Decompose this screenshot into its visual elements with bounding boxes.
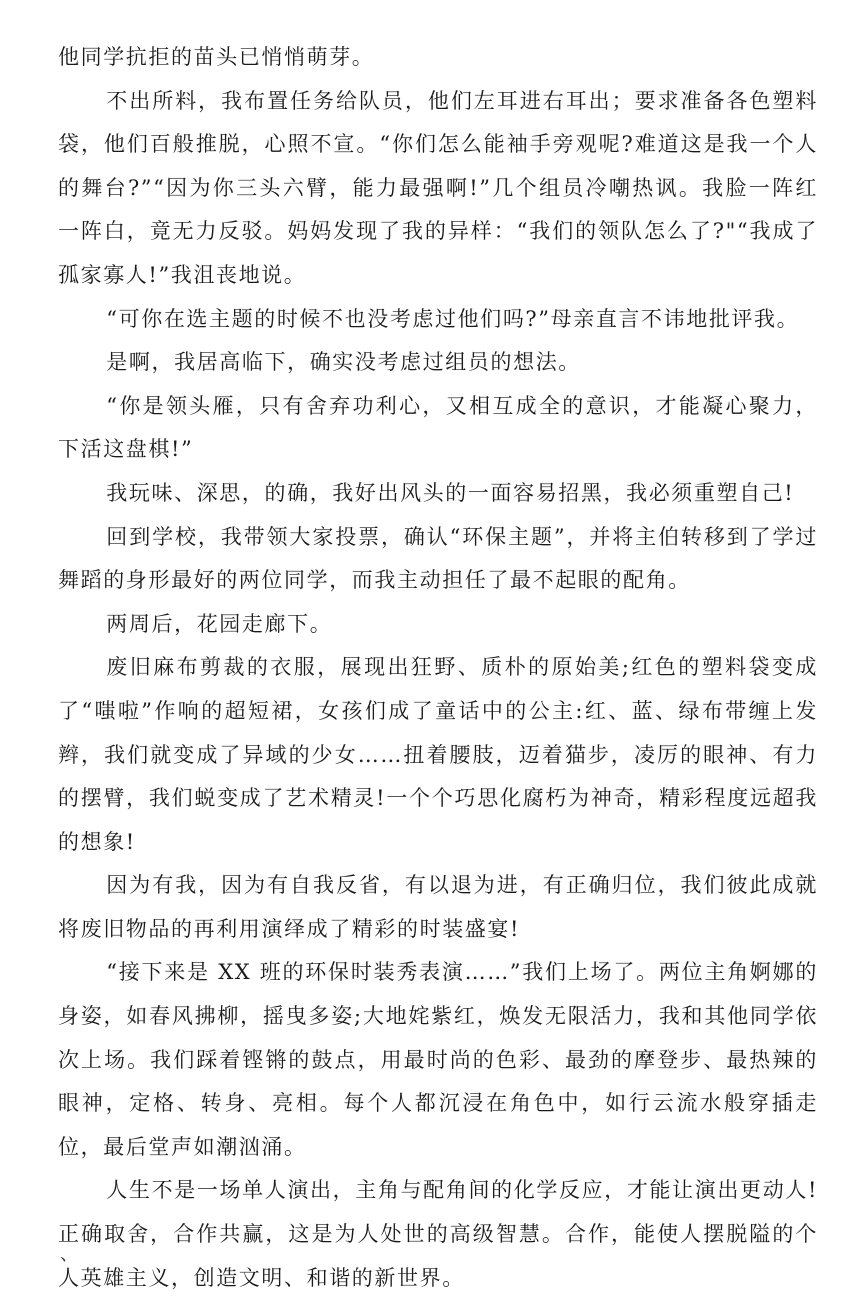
paragraph: 废旧麻布剪裁的衣服，展现出狂野、质朴的原始美;红色的塑料袋变成了“嗤啦”作响的超短裙，女孩们成了童话中的公主:红、蓝、绿布带缠上发辫，我们就变成了异域的少女……扭着腰肢，迈着猫步，凌厉的眼神、有力的摆臂，我们蜕变成了艺术精灵!一个个巧思化腐朽为神奇，精彩程度远超我的想象!: [58, 655, 818, 854]
stray-punctuation-mark: 、: [60, 1244, 78, 1265]
paragraph: “接下来是 XX 班的环保时装秀表演……”我们上场了。两位主角婀娜的身姿，如春风拂柳，摇曳多姿;大地姹紫红，焕发无限活力，我和其他同学依次上场。我们踩着铿锵的鼓点，用最时尚的色彩、最劲的摩登步、最热辣的眼神，定格、转身、亮相。每个人都沉浸在角色中，如行云流水般穿插走位，最后堂声如潮汹涌。: [58, 960, 818, 1159]
paragraph: 两周后，花园走廊下。: [106, 611, 333, 636]
paragraph: “可你在选主题的时候不也没考虑过他们吗?”母亲直言不讳地批评我。: [106, 306, 800, 331]
paragraph: 人生不是一场单人演出，主角与配角间的化学反应，才能让演出更动人!正确取舍，合作共赢，这是为人处世的高级智慧。合作，能使人摆脱隘的个人英雄主义，创造文明、和谐的新世界。: [58, 1178, 818, 1290]
paragraph: “你是领头雁，只有舍弃功利心，又相互成全的意识，才能凝心聚力，下活这盘棋!”: [58, 393, 818, 462]
paragraph: 我玩味、深思，的确，我好出风头的一面容易招黑，我必须重塑自己!: [106, 480, 795, 505]
paragraph-continuation: 他同学抗拒的苗头已悄悄萌芽。: [58, 45, 375, 69]
paragraph: 是啊，我居高临下，确实没考虑过组员的想法。: [106, 350, 581, 375]
essay-body: [58, 36, 818, 1300]
paragraph: 因为有我，因为有自我反省，有以退为进，有正确归位，我们彼此成就将废旧物品的再利用演绎成了精彩的时装盛宴!: [58, 873, 818, 941]
paragraph: 回到学校，我带领大家投票，确认“环保主题”，并将主伯转移到了学过舞蹈的身形最好的两位同学，而我主动担任了最不起眼的配角。: [58, 524, 818, 593]
paragraph: 不出所料，我布置任务给队员，他们左耳进右耳出；要求准备各色塑料袋，他们百般推脱，心照不宣。“你们怎么能袖手旁观呢?难道这是我一个人的舞台?”“因为你三头六臂，能力最强啊!”几个组员冷嘲热讽。我脸一阵红一阵白，竟无力反驳。妈妈发现了我的异样：“我们的领队怎么了?"“我成了孤家寡人!”我沮丧地说。: [58, 88, 818, 287]
